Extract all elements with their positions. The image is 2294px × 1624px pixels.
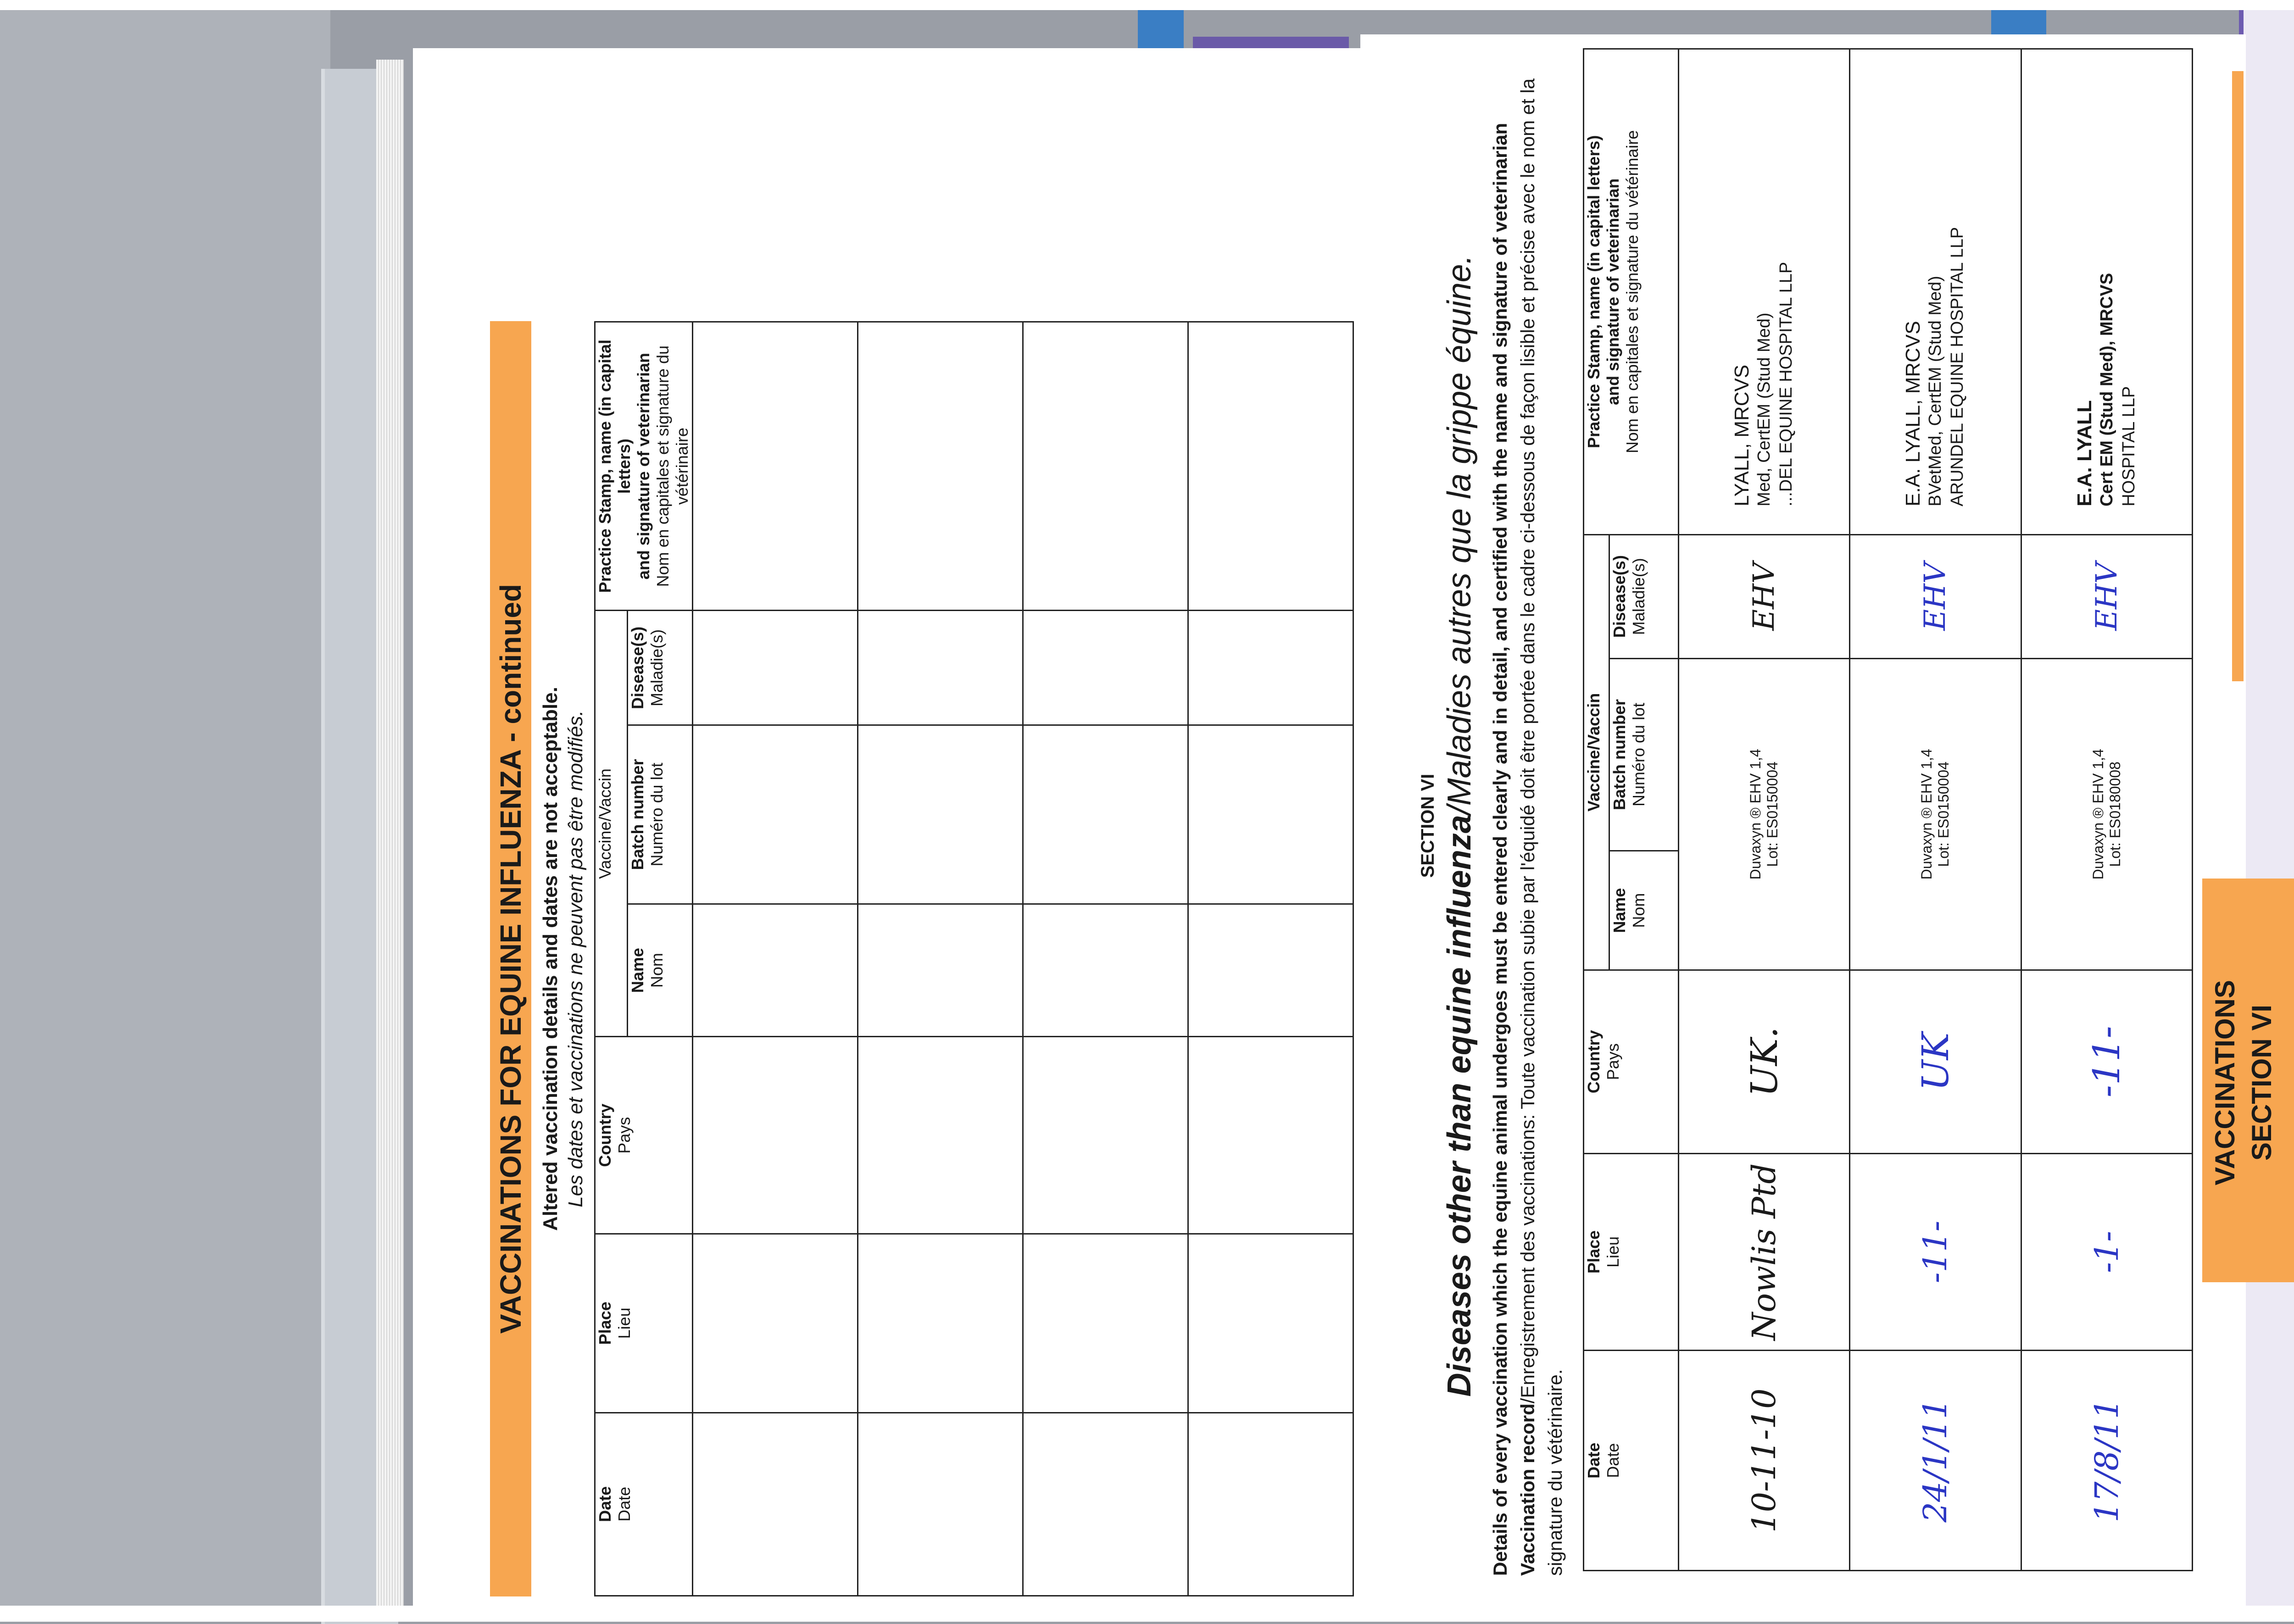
other-vaccination-table xyxy=(1583,48,2193,1571)
col-stamp: Practice Stamp, name (in capital letters) and signature of veterinarian Nom en capitales et signature du vétérinaire xyxy=(1584,49,1679,535)
table-row xyxy=(1850,49,2021,1571)
alteration-warning-fr: Les dates et vaccinations ne peuvent pas être modifiés. xyxy=(564,710,587,1207)
col-batch-number: Batch number Numéro du lot xyxy=(628,725,693,904)
vet-stamp: E.A. LYALL Cert EM (Stud Med), MRCVS HOSPITAL LLP xyxy=(2073,273,2138,506)
vaccination-country: -11- xyxy=(2085,1026,2128,1098)
section-title: Diseases other than equine influenza/Maladies autres que la grippe équine. xyxy=(1441,255,1478,1397)
vaccination-country: UK. xyxy=(1743,1026,1786,1097)
col-country: Country Pays xyxy=(595,1037,693,1234)
vaccination-disease: EHV xyxy=(1918,562,1953,631)
table-row xyxy=(1188,322,1353,1596)
table-row xyxy=(2021,49,2192,1571)
vaccination-disease: EHV xyxy=(1747,562,1782,631)
col-disease: Disease(s) Maladie(s) xyxy=(1609,534,1678,658)
col-batch-number: Batch number Numéro du lot xyxy=(1609,658,1678,851)
page-title: VACCINATIONS FOR EQUINE INFLUENZA - continued xyxy=(494,584,527,1334)
vaccine-lot: Lot: ES0150004 xyxy=(1935,762,1952,867)
instructions: Details of every vaccination which the equine animal undergoes must be entered clearly and in detail, and certified with the name and signature of veterinarian Vaccination record/Enregistrement des vaccinations: Toute vaccination subie par l'équidé doit être portée dans le cadre ci-dessous de façon lisible et précise avec le nom et la signature du vétérinaire. xyxy=(1489,78,1566,1576)
vaccination-date: 24/1/11 xyxy=(1916,1398,1954,1523)
table-row xyxy=(693,322,858,1596)
vaccination-disease: EHV xyxy=(2089,562,2124,631)
influenza-vaccination-page xyxy=(440,60,1372,1596)
section-side-tab-label: VACCINATIONS SECTION VI xyxy=(2210,980,2277,1185)
col-vaccine-name: Name Nom xyxy=(1609,851,1678,970)
section-vi-page xyxy=(1418,48,2244,1603)
scan-top-border xyxy=(0,0,2294,10)
table-row xyxy=(1023,322,1188,1596)
col-date: Date Date xyxy=(1584,1351,1679,1571)
section-label: SECTION VI xyxy=(1418,773,1438,878)
vaccine-lot: Lot: ES0150004 xyxy=(1764,762,1781,867)
table-row xyxy=(858,322,1023,1596)
page-edges xyxy=(376,60,404,1619)
next-page-edge xyxy=(2239,10,2294,1611)
vaccination-date: 10-11-10 xyxy=(1745,1388,1783,1533)
vaccination-place: -11- xyxy=(1916,1220,1954,1284)
vaccine-lot: Lot: ES0180008 xyxy=(2106,762,2123,867)
table-row xyxy=(1678,49,1849,1571)
vaccination-date: 17/8/11 xyxy=(2088,1398,2126,1523)
vet-stamp: E.A. LYALL, MRCVS BVetMed, CertEM (Stud Med) ARUNDEL EQUINE HOSPITAL LLP xyxy=(1902,227,1967,506)
scan-bottom-border xyxy=(0,1606,2294,1622)
vaccine-name: Duvaxyn ® EHV 1,4 xyxy=(1747,749,1764,880)
col-place: Place Lieu xyxy=(595,1234,693,1413)
vaccine-name: Duvaxyn ® EHV 1,4 xyxy=(1918,749,1935,880)
col-vaccine: Vaccine/Vaccin xyxy=(1584,534,1609,970)
col-vaccine-name: Name Nom xyxy=(628,904,693,1037)
col-stamp: Practice Stamp, name (in capital letters) and signature of veterinarian Nom en capitales et signature du vétérinaire xyxy=(595,322,693,611)
col-country: Country Pays xyxy=(1584,970,1679,1153)
col-vaccine: Vaccine/Vaccin xyxy=(595,611,628,1037)
alteration-warning: Altered vaccination details and dates are not acceptable. xyxy=(539,687,562,1231)
col-place: Place Lieu xyxy=(1584,1153,1679,1351)
col-disease: Disease(s) Maladie(s) xyxy=(628,611,693,725)
scanner-bed xyxy=(0,10,330,1622)
influenza-vaccination-table xyxy=(594,321,1354,1596)
vet-stamp: LYALL, MRCVS Med, CertEM (Stud Med) ...DEL EQUINE HOSPITAL LLP xyxy=(1731,261,1796,506)
vaccination-country: UK xyxy=(1914,1032,1957,1091)
vaccination-place: -1- xyxy=(2088,1231,2126,1273)
vaccination-place: Nowlis Ptd xyxy=(1745,1163,1783,1341)
orange-accent-strip xyxy=(2232,71,2244,681)
col-date: Date Date xyxy=(595,1413,693,1596)
vaccine-name: Duvaxyn ® EHV 1,4 xyxy=(2089,749,2106,880)
